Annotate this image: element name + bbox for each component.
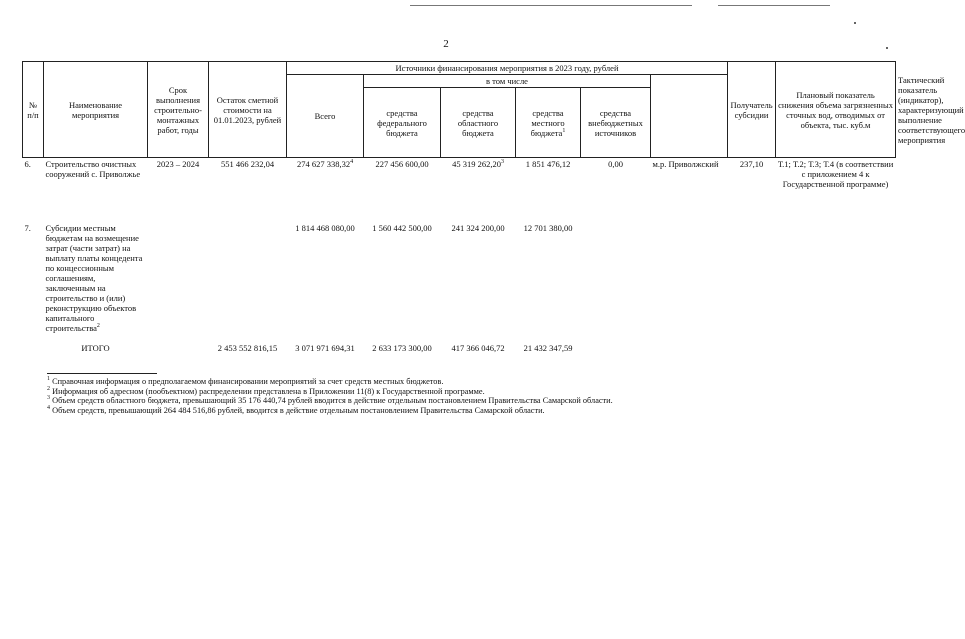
footnote	[47, 406, 747, 416]
row-term	[148, 220, 209, 338]
row-recipient	[651, 220, 728, 338]
row-planned: 237,10	[728, 158, 776, 220]
footnote-text: Справочная информация о предполагаемом финансировании мероприятий за счет средств местных бюджетов.	[52, 377, 444, 386]
top-rule-right	[718, 5, 830, 6]
footnote-rule	[47, 373, 157, 374]
total-remainder: 2 453 552 816,15	[217, 342, 278, 353]
row-remainder	[209, 220, 287, 338]
header-including: в том числе	[364, 75, 651, 88]
row-regional	[441, 158, 516, 220]
row-local: 1 851 476,12	[516, 158, 581, 220]
header-term: Срок выполнения строительно-монтажных работ, годы	[148, 62, 209, 158]
table-row	[23, 158, 896, 220]
footnote-mark: 1	[562, 127, 566, 134]
row-tactical	[776, 220, 896, 338]
header-local	[516, 88, 581, 158]
page-number: 2	[443, 38, 449, 50]
row-total-value: 274 627 338,32	[296, 159, 351, 169]
footnotes	[47, 377, 747, 415]
row-federal: 227 456 600,00	[364, 158, 441, 220]
footnote-text: Объем средств, превышающий 264 484 516,86 рублей, вводится в действие отдельным постановлением Правительства Самарской области.	[52, 405, 545, 415]
row-tactical: Т.1; Т.2; Т.3; Т.4 (в соответствии с приложением 4 к Государственной программе)	[776, 158, 896, 220]
footnote	[47, 396, 747, 406]
row-name-text: Субсидии местным бюджетам на возмещение затрат (части затрат) на выплату платы концедента по концессионным соглашениям, заключенным на строительство и (или) реконструкцию объектов капитального строительства	[45, 222, 143, 333]
row-regional-value: 45 319 262,20	[452, 159, 501, 169]
footnote	[47, 377, 747, 387]
footnote-mark: 1	[47, 376, 50, 383]
footnote-mark: 4	[350, 159, 354, 166]
speck	[854, 22, 856, 24]
footnote-text: Информация об адресном (пообъектном) распределении представлена в Приложении 11(8) к Государственной программе.	[52, 386, 485, 396]
header-sources: Источники финансирования мероприятия в 2023 году, рублей	[287, 62, 728, 75]
footnote-mark: 3	[47, 395, 50, 402]
total-local: 21 432 347,59	[523, 342, 573, 353]
row-total: 1 814 468 080,00	[295, 222, 355, 233]
header-recipient: Получатель субсидии	[728, 62, 776, 158]
footnote-mark: 3	[500, 159, 504, 166]
footnote-mark: 2	[47, 385, 50, 392]
row-name: Строительство очистных сооружений с. Приволжье	[44, 158, 148, 220]
header-planned: Плановый показатель снижения объема загрязненных сточных вод, отводимых от объекта, тыс. куб.м	[776, 62, 896, 158]
row-planned	[728, 220, 776, 338]
header-federal: средства федерального бюджета	[364, 88, 441, 158]
footnote	[47, 387, 747, 397]
speck	[886, 47, 888, 49]
row-term: 2023 – 2024	[148, 158, 209, 220]
row-extra: 0,00	[581, 158, 651, 220]
row-total	[287, 158, 364, 220]
total-federal: 2 633 173 300,00	[372, 342, 432, 353]
row-federal: 1 560 442 500,00	[372, 222, 432, 233]
total-total: 3 071 971 694,31	[295, 342, 355, 353]
footnote-text: Объем средств областного бюджета, превышающий 35 176 440,74 рублей вводится в действие отдельным постановлением Правительства Самарской области.	[52, 396, 613, 405]
header-name: Наименование мероприятия	[44, 62, 148, 158]
row-remainder: 551 466 232,04	[209, 158, 287, 220]
header-regional: средства областного бюджета	[441, 88, 516, 158]
row-regional: 241 324 200,00	[451, 222, 505, 233]
footnote-mark: 2	[96, 322, 100, 329]
total-label: ИТОГО	[81, 342, 110, 353]
header-num: № п/п	[23, 62, 44, 158]
row-recipient: м.р. Приволжский	[651, 158, 728, 220]
row-name	[44, 220, 148, 338]
row-extra	[581, 220, 651, 338]
financing-table: № п/п Наименование мероприятия Срок выполнения строительно-монтажных работ, годы Остаток сметной стоимости на 01.01.2023, рублей Источники финансирования мероприятия в 2023 году, рублей Получатель субсидии Плановый показатель снижения объема загрязненных сточных вод, отводимых от объекта, тыс. куб.м Тактический показатель (индикатор), характеризующий выполнение соответствующего мероприятия Всего в том числе средства федерального бюджета средства областного бюджета средства местного бюджета$^1$ средства внебюджетных источников 6. Строительство очистных сооружений с. Приволжье 2023 – 2024 551 466 232,04 274 627 338,32$^4$ 227 456 600,00 45 319 262,20$^3$ 1 851 476,12 0,00 м.р. Приволжский 237,10 Т.1; Т.2; Т.3; Т.4 (в соответствии с приложением 4 к Государственной программе) 7. Субсидии местным бюджетам на возмещение затрат (части затрат) на выплату платы концедента по концессионным соглашениям, заключенным на строительство и (или) реконструкцию объектов капитального строительства$^2$ 1 814 468 080,00 1 560 442 500,00 241 324 200,00 12 701 380,00 ИТОГО 2 453 552 816,15 3 071 971 694,31 2 633 173 300,00 417 366 046,72 21 432 347,59	[24, 63, 965, 353]
top-rule-left	[410, 5, 692, 6]
header-remainder: Остаток сметной стоимости на 01.01.2023, рублей	[209, 62, 287, 158]
header-total: Всего	[287, 75, 364, 158]
header-extra: средства внебюджетных источников	[581, 88, 651, 158]
row-num: 6.	[23, 158, 44, 220]
row-local: 12 701 380,00	[523, 222, 573, 233]
total-row	[23, 338, 896, 354]
table-row	[23, 220, 896, 338]
footnote-mark: 4	[47, 404, 50, 411]
row-num: 7.	[24, 222, 31, 233]
header-local-label: средства местного бюджета	[530, 107, 565, 138]
total-regional: 417 366 046,72	[451, 342, 505, 353]
